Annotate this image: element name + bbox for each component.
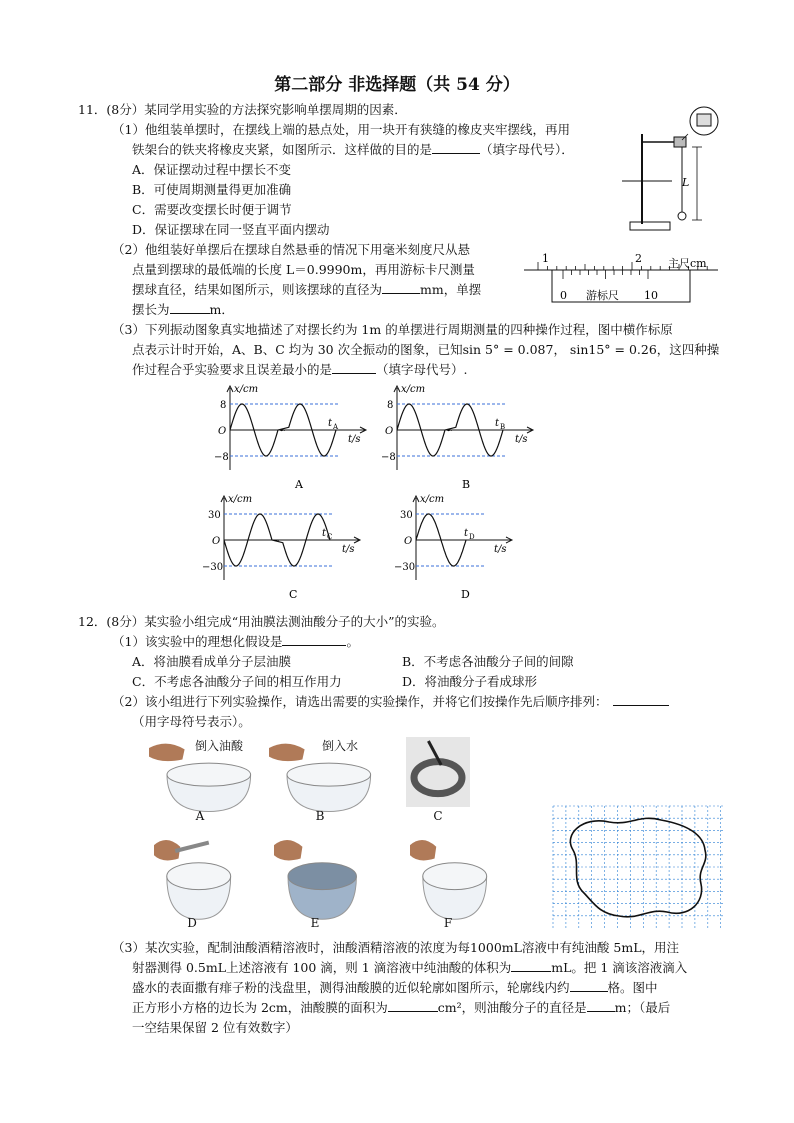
amplitude-top-label: 8 <box>387 400 394 411</box>
basin-rim <box>287 763 371 786</box>
photo-label: E <box>310 916 320 930</box>
photo-caption: 倒入油酸 <box>195 739 244 753</box>
vernier-0: 0 <box>560 289 567 302</box>
main-scale-2: 2 <box>635 252 642 265</box>
q12-p3-line4: 正方形小方格的边长为 2cm，油酸膜的面积为 cm²，则油酸分子的直径是 m；（最后 <box>132 1000 671 1015</box>
graph-caption: C <box>289 588 298 601</box>
experiment-photo-d <box>150 830 234 914</box>
q11-p2-line4: 摆长为 m． <box>132 302 234 317</box>
amplitude-top-label: 8 <box>220 400 227 411</box>
origin-label: O <box>218 426 227 437</box>
q11-option-b: B．可使周期测量得更加准确 <box>132 182 292 197</box>
q12-p3-line5: 一空结果保留 2 位有效数字） <box>132 1020 298 1035</box>
x-axis-label: t/s <box>515 434 528 445</box>
origin-label: O <box>385 426 394 437</box>
vibration-graph-d <box>394 492 530 602</box>
amplitude-bottom-label: −30 <box>202 562 224 573</box>
answer-blank[interactable] <box>511 959 551 972</box>
q12-p3-line1: （3）某次实验，配制油酸酒精溶液时，油酸酒精溶液的浓度为每1000mL溶液中有纯油酸 5mL，用注 <box>112 940 679 955</box>
t-end-label: t <box>322 528 327 539</box>
vernier-10: 10 <box>644 289 658 302</box>
vibration-graph-c <box>202 492 378 602</box>
q12-option-b: B．不考虑各油酸分子间的间隙 <box>402 654 574 669</box>
amplitude-bottom-label: −30 <box>394 562 416 573</box>
origin-label: O <box>212 536 221 547</box>
break-mark: ∽ <box>446 426 453 435</box>
basin-rim <box>288 863 356 890</box>
x-axis-label: t/s <box>342 544 355 555</box>
length-label: L <box>682 176 690 189</box>
q11-p1-line2: 铁架台的铁夹将橡皮夹紧，如图所示．这样做的目的是 （填字母代号）． <box>132 142 574 157</box>
answer-blank[interactable] <box>170 301 210 314</box>
main-scale-unit: 主尺cm <box>668 257 707 270</box>
t-end-subscript: D <box>469 533 475 541</box>
experiment-photo-e <box>270 830 360 914</box>
t-end-label: t <box>495 418 500 429</box>
t-end-subscript: A <box>333 423 339 431</box>
hand <box>149 744 185 761</box>
q11-option-a: A．保证摆动过程中摆长不变 <box>132 162 292 177</box>
photo-label: F <box>443 916 453 930</box>
q11-p3-line2: 点表示计时开始，A、B、C 均为 30 次全振动的图象，已知sin 5° = 0.087， sin15° = 0.26，这四种操 <box>132 342 720 357</box>
photo-label: A <box>195 809 205 823</box>
x-axis-label: t/s <box>494 544 507 555</box>
q12-option-c: C．不考虑各油酸分子间的相互作用力 <box>132 674 342 689</box>
answer-blank[interactable] <box>613 693 669 706</box>
q11-p3-line3: 作过程合乎实验要求且误差最小的是 （填字母代号）. <box>132 362 468 377</box>
q11-option-c: C．需要改变摆长时便于调节 <box>132 202 292 217</box>
pendulum-apparatus-figure <box>622 104 718 250</box>
answer-blank[interactable] <box>570 979 608 992</box>
basin-rim <box>167 863 231 890</box>
t-end-subscript: B <box>500 423 506 431</box>
q11-option-d: D．保证摆球在同一竖直平面内摆动 <box>132 222 330 237</box>
q12-p2-line1: （2）该小组进行下列实验操作，请选出需要的实验操作，并将它们按操作先后顺序排列： <box>112 692 669 712</box>
answer-blank[interactable] <box>432 141 480 154</box>
x-axis-label: t/s <box>348 434 361 445</box>
graph-caption: D <box>461 588 470 601</box>
q12-option-a: A．将油膜看成单分子层油膜 <box>132 654 292 669</box>
answer-blank[interactable] <box>388 999 438 1012</box>
q11-p2-line1: （2）他组装好单摆后在摆球自然悬垂的情况下用毫米刻度尺从悬 <box>112 242 470 257</box>
photo-label: B <box>315 809 325 823</box>
vibration-graph-b <box>381 382 551 492</box>
q11-p1-line1: （1）他组装单摆时，在摆线上端的悬点处，用一块开有狭缝的橡皮夹牢摆线，再用 <box>112 122 570 137</box>
q12-p1: （1）该实验中的理想化假设是 。 <box>112 634 359 649</box>
y-axis-label: x/cm <box>401 384 426 395</box>
answer-blank[interactable] <box>282 633 346 646</box>
hand <box>274 840 302 860</box>
origin-label: O <box>404 536 413 547</box>
q12-p2-line2: （用字母符号表示）。 <box>132 714 251 729</box>
main-scale-1: 1 <box>542 252 549 265</box>
amplitude-top-label: 30 <box>400 510 413 521</box>
q12-p3-line2: 射器测得 0.5mL上述溶液有 100 滴，则 1 滴溶液中纯油酸的体积为 mL。把 1 滴该溶液滴入 <box>132 960 688 975</box>
photo-caption: 倒入水 <box>322 739 359 753</box>
oil-film-outline <box>570 818 705 917</box>
photo-label: D <box>187 916 197 930</box>
answer-blank[interactable] <box>382 281 420 294</box>
basin-rim <box>423 863 487 890</box>
experiment-photo-c <box>406 737 470 807</box>
q11-p3-line1: （3）下列振动图象真实地描述了对摆长约为 1m 的单摆进行周期测量的四种操作过程，图中横作标原 <box>112 322 673 337</box>
experiment-photo-b <box>265 735 375 807</box>
y-axis-label: x/cm <box>234 384 259 395</box>
q12-option-d: D．将油酸分子看成球形 <box>402 674 538 689</box>
t-end-label: t <box>464 528 469 539</box>
q11-p2-line3: 摆球直径，结果如图所示，则该摆球的直径为 mm，单摆 <box>132 282 482 297</box>
y-axis-label: x/cm <box>228 494 253 505</box>
photo-label: C <box>433 809 443 823</box>
experiment-photo-f <box>406 830 490 914</box>
hand <box>269 744 305 761</box>
answer-blank[interactable] <box>332 361 376 374</box>
vernier-label: 游标尺 <box>586 289 619 302</box>
answer-blank[interactable] <box>587 999 615 1012</box>
amplitude-bottom-label: −8 <box>214 452 229 463</box>
graph-caption: A <box>295 478 303 491</box>
break-mark: ∽ <box>273 536 280 545</box>
t-end-label: t <box>328 418 333 429</box>
amplitude-top-label: 30 <box>208 510 221 521</box>
break-mark: ∽ <box>279 426 286 435</box>
q11-p2-line2: 点量到摆球的最低端的长度 L＝0.9990m，再用游标卡尺测量 <box>132 262 475 277</box>
vernier-caliper-figure <box>518 250 724 306</box>
q12-stem: 12．(8分）某实验小组完成“用油膜法测油酸分子的大小”的实验。 <box>78 614 445 629</box>
q11-stem: 11．(8分）某同学用实验的方法探究影响单摆周期的因素． <box>78 102 407 117</box>
basin-rim <box>167 763 251 786</box>
y-axis-label: x/cm <box>420 494 445 505</box>
q12-p3-line3: 盛水的表面撒有痱子粉的浅盘里，测得油酸膜的近似轮廓如图所示，轮廓线内约 格。图中 <box>132 980 658 995</box>
vibration-graph-a <box>214 382 384 492</box>
t-end-subscript: C <box>327 533 333 541</box>
graph-caption: B <box>462 478 471 491</box>
amplitude-bottom-label: −8 <box>381 452 396 463</box>
section-title: 第二部分 非选择题（共 54 分） <box>274 75 520 95</box>
hand <box>410 840 436 860</box>
oil-film-grid-figure <box>553 806 723 928</box>
